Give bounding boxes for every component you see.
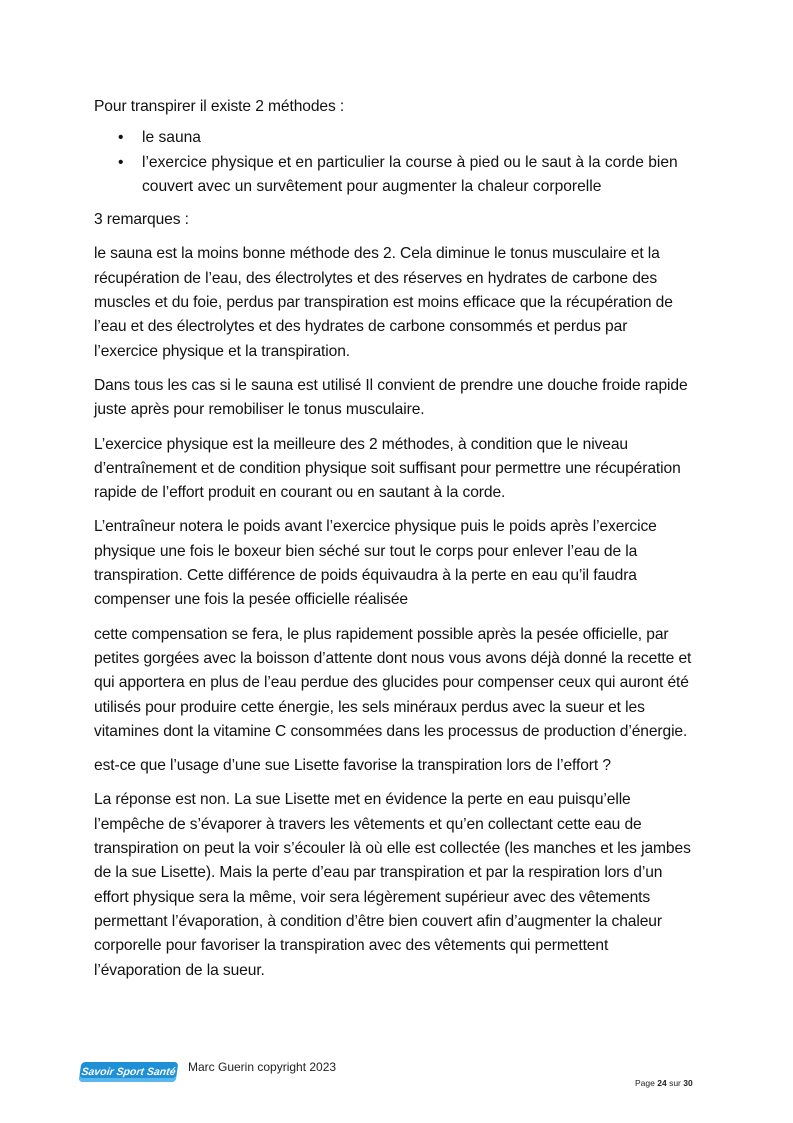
page-number xyxy=(635,1078,693,1088)
page-sep: sur xyxy=(669,1078,681,1088)
paragraph-sauna: le sauna est la moins bonne méthode des 2. Cela diminue le tonus musculaire et la récupération de l’eau, des électrolytes et des réserves en hydrates de carbone des muscles et du foie, perdus par transpiration est moins efficace que la récupération de l’eau et des électrolytes et des hydrates de carbone consommés et perdus par l’exercice physique et la transpiration. xyxy=(94,245,673,360)
paragraph-exercice: L’exercice physique est la meilleure des 2 méthodes, à condition que le niveau d’entraînement et de condition physique soit suffisant pour permettre une récupération rapide de l’effort produit en courant ou en sautant à la corde. xyxy=(94,435,681,502)
list-item-text: le sauna xyxy=(142,129,201,147)
remarks-heading: 3 remarques : xyxy=(94,211,189,229)
list-item-text: l’exercice physique et en particulier la course à pied ou le saut à la corde bien couvert avec un survêtement pour augmenter la chaleur corporelle xyxy=(142,153,678,195)
paragraph-poids: L’entraîneur notera le poids avant l’exercice physique puis le poids après l’exercice physique une fois le boxeur bien séché sur tout le corps pour enlever l’eau de la transpiration. Cette différence de poids équivaudra à la perte en eau qu’il faudra compenser une fois la pesée officielle réalisée xyxy=(94,518,657,609)
paragraph-question: est-ce que l’usage d’une sue Lisette favorise la transpiration lors de l’effort ? xyxy=(94,757,611,775)
intro-line: Pour transpirer il existe 2 méthodes : xyxy=(94,98,345,115)
page-current: 24 xyxy=(657,1078,667,1088)
paragraph-douche: Dans tous les cas si le sauna est utilisé Il convient de prendre une douche froide rapide juste après pour remobiliser le tonus musculaire. xyxy=(94,376,688,419)
bullet-icon: • xyxy=(118,153,124,171)
logo-text: Savoir Sport Santé xyxy=(80,1066,177,1078)
bullet-list xyxy=(94,126,694,199)
document-body xyxy=(94,95,694,983)
bullet-icon: • xyxy=(118,129,124,147)
paragraph-reponse: La réponse est non. La sue Lisette met en évidence la perte en eau puisqu’elle l’empêche de s’évaporer à travers les vêtements et qu’en collectant cette eau de transpiration on peut la voir s’écouler là où elle est collectée (les manches et les jambes de la sue Lisette). Mais la perte d’eau par transpiration et par la respiration lors d’un effort physique sera la même, voir sera légèrement supérieur avec des vêtements permettant l’évaporation, à condition d’être bien couvert afin d’augmenter la chaleur corporelle pour favoriser la transpiration avec des vêtements qui permettent l’évaporation de la sueur. xyxy=(94,791,691,979)
page-footer xyxy=(0,1060,793,1100)
list-item xyxy=(94,151,694,200)
page-label: Page xyxy=(635,1078,655,1088)
brand-logo xyxy=(79,1062,179,1082)
page-total: 30 xyxy=(683,1078,693,1088)
list-item xyxy=(94,126,694,150)
paragraph-compensation: cette compensation se fera, le plus rapidement possible après la pesée officielle, par petites gorgées avec la boisson d’attente dont nous vous avons déjà donné la recette et qui apportera en plus de l’eau perdue des glucides pour compenser ceux qui auront été utilisés pour produire cette énergie, les sels minéraux perdus avec la sueur et les vitamines dont la vitamine C consommées dans les processus de production d’énergie. xyxy=(94,625,692,740)
copyright-text: Marc Guerin copyright 2023 xyxy=(188,1060,337,1074)
